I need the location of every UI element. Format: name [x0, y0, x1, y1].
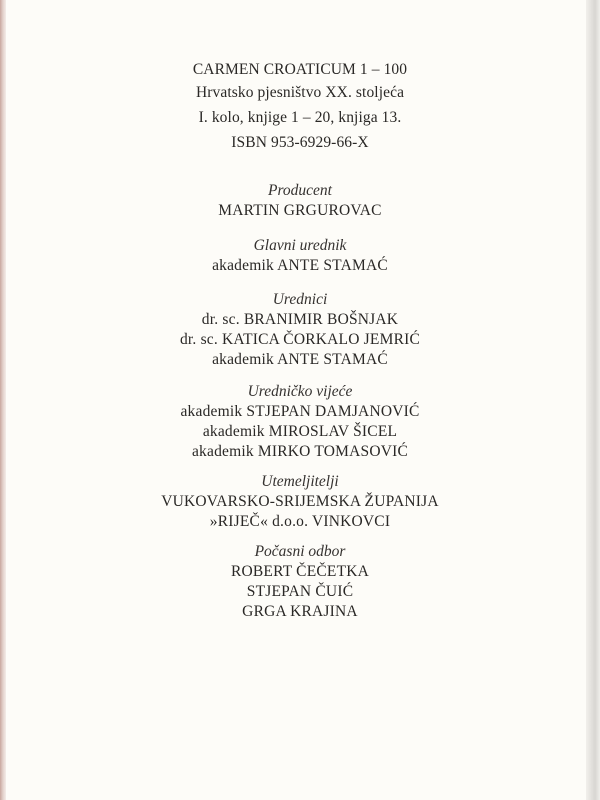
section-pocasni-odbor: [0, 542, 600, 622]
section-name: akademik ANTE STAMAĆ: [212, 351, 388, 368]
section-name: akademik MIRKO TOMASOVIĆ: [191, 443, 409, 460]
section-name: akademik MIROSLAV ŠICEL: [202, 423, 398, 440]
series-title: CARMEN CROATICUM 1 – 100: [192, 61, 408, 78]
section-role: Utemeljitelji: [261, 473, 339, 490]
section-name: MARTIN GRGUROVAC: [218, 202, 382, 219]
section-role: Glavni urednik: [253, 237, 347, 254]
series-subtitle: Hrvatsko pjesništvo XX. stoljeća: [195, 84, 405, 101]
section-name: akademik ANTE STAMAĆ: [212, 257, 388, 274]
section-name: akademik STJEPAN DAMJANOVIĆ: [180, 403, 420, 420]
section-name: STJEPAN ČUIĆ: [246, 583, 354, 600]
section-name: »RIJEČ« d.o.o. VINKOVCI: [209, 513, 391, 530]
isbn: ISBN 953-6929-66-X: [231, 134, 369, 151]
section-role: Počasni odbor: [254, 543, 346, 560]
section-glavni-urednik: [0, 236, 600, 276]
section-producent: [0, 181, 600, 221]
section-name: ROBERT ČEČETKA: [230, 563, 370, 580]
section-name: GRGA KRAJINA: [242, 603, 358, 620]
section-name: VUKOVARSKO-SRIJEMSKA ŽUPANIJA: [161, 493, 439, 510]
section-name: dr. sc. BRANIMIR BOŠNJAK: [201, 311, 399, 328]
section-urednicko-vijece: [0, 382, 600, 462]
section-role: Uredničko vijeće: [247, 383, 353, 400]
series-block: [0, 58, 600, 154]
series-volume: I. kolo, knjige 1 – 20, knjiga 13.: [198, 109, 402, 126]
section-role: Producent: [268, 182, 332, 199]
section-name: dr. sc. KATICA ČORKALO JEMRIĆ: [179, 331, 421, 348]
section-urednici: [0, 290, 600, 370]
section-utemeljitelji: [0, 472, 600, 532]
section-role: Urednici: [272, 291, 328, 308]
